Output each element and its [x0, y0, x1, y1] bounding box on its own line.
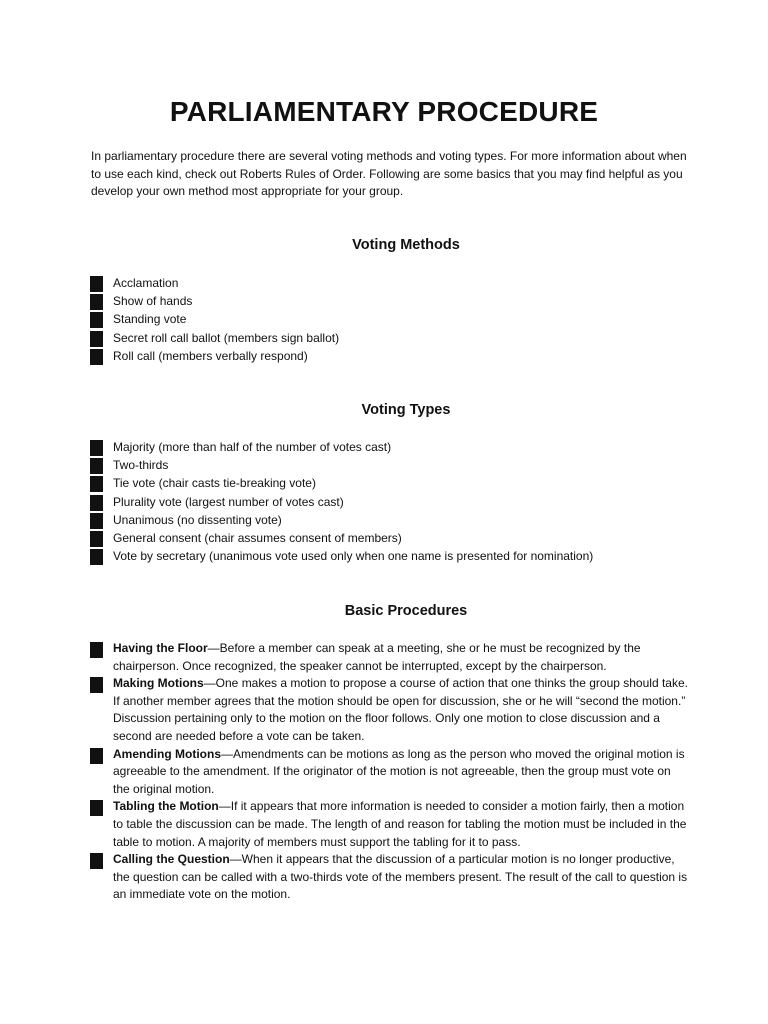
- list-item-text: Vote by secretary (unanimous vote used only when one name is presented for nomination): [113, 549, 594, 564]
- page-title: PARLIAMENTARY PROCEDURE: [169, 96, 599, 127]
- voting-types-list: [90, 438, 593, 565]
- voting-types-heading: Voting Types: [361, 402, 451, 418]
- list-item: [90, 274, 339, 292]
- voting-methods-heading: Voting Methods: [352, 237, 460, 253]
- bullet-square-icon: [90, 276, 103, 292]
- procedure-item: [90, 675, 690, 745]
- list-item-text: Standing vote: [113, 312, 187, 327]
- list-item-text: Acclamation: [113, 276, 179, 290]
- procedure-term: Calling the Question: [113, 852, 230, 867]
- list-item-text: Plurality vote (largest number of votes cast): [113, 494, 344, 509]
- list-item: [90, 493, 593, 511]
- bullet-square-icon: [90, 853, 103, 869]
- procedure-term: Tabling the Motion: [113, 799, 219, 814]
- bullet-square-icon: [90, 549, 103, 565]
- bullet-square-icon: [90, 312, 103, 328]
- list-item: [90, 347, 339, 365]
- list-item-text: Secret roll call ballot (members sign ballot): [113, 330, 340, 345]
- list-item-text: General consent (chair assumes consent of members): [113, 531, 402, 546]
- list-item-text: Show of hands: [113, 294, 193, 309]
- bullet-square-icon: [90, 748, 103, 764]
- bullet-square-icon: [90, 531, 103, 547]
- list-item-text: Majority (more than half of the number of votes cast): [113, 440, 392, 454]
- procedure-text: —If it appears that more information is needed to consider a motion fairly, then a motion to table the discussion can be made. The length of and reason for tabling the motion must be included in the table to motion. A majority of members must support the tabling for it to pass.: [113, 799, 687, 849]
- bullet-square-icon: [90, 642, 103, 658]
- list-item: [90, 456, 593, 474]
- bullet-square-icon: [90, 331, 103, 347]
- list-item-text: Roll call (members verbally respond): [113, 348, 308, 363]
- bullet-square-icon: [90, 349, 103, 365]
- list-item-text: Unanimous (no dissenting vote): [113, 512, 282, 527]
- bullet-square-icon: [90, 677, 103, 693]
- list-item: [90, 438, 593, 456]
- list-item-text: Tie vote (chair casts tie-breaking vote): [113, 476, 316, 491]
- list-item: [90, 474, 593, 492]
- procedure-item: [90, 746, 690, 799]
- list-item: [90, 511, 593, 529]
- procedure-text: —Amendments can be motions as long as the person who moved the original motion is agreeable to the amendment. If the originator of the motion is not agreeable, then the group must vote on the original motion.: [113, 746, 685, 796]
- procedure-text: —When it appears that the discussion of a particular motion is no longer productive, the question can be called with a two-thirds vote of the members present. The result of the call to question is an immediate vote on the motion.: [113, 852, 688, 902]
- procedure-item: [90, 798, 690, 851]
- procedure-term: Amending Motions: [113, 746, 221, 761]
- bullet-square-icon: [90, 800, 103, 816]
- basic-procedures-heading: Basic Procedures: [344, 603, 468, 619]
- bullet-square-icon: [90, 440, 103, 456]
- procedure-text: —One makes a motion to propose a course of action that one thinks the group should take. If another member agrees that the motion should be open for discussion, she or he will “second the motion.” Discussion pertaining only to the motion on the floor follows. Only one motion to close discussion and a second are needed before a vote can be taken.: [113, 676, 688, 743]
- procedure-item: [90, 851, 690, 904]
- bullet-square-icon: [90, 495, 103, 511]
- procedure-term: Making Motions: [113, 676, 204, 691]
- bullet-square-icon: [90, 294, 103, 310]
- procedure-text: —Before a member can speak at a meeting, she or he must be recognized by the chairperson. Once recognized, the speaker cannot be interrupted, except by the chairperson.: [113, 641, 641, 673]
- list-item: [90, 292, 339, 310]
- list-item-text: Two-thirds: [113, 458, 169, 473]
- list-item: [90, 329, 339, 347]
- list-item: [90, 310, 339, 328]
- list-item: [90, 547, 593, 565]
- basic-procedures-list: [90, 640, 690, 904]
- bullet-square-icon: [90, 476, 103, 492]
- voting-methods-list: [90, 274, 339, 365]
- bullet-square-icon: [90, 458, 103, 474]
- bullet-square-icon: [90, 513, 103, 529]
- procedure-term: Having the Floor: [113, 641, 208, 655]
- procedure-item: [90, 640, 690, 675]
- intro-paragraph: In parliamentary procedure there are several voting methods and voting types. For more information about when to use each kind, check out Roberts Rules of Order. Following are some basics that you may find helpful as you develop your own method most appropriate for your group.: [91, 149, 687, 198]
- list-item: [90, 529, 593, 547]
